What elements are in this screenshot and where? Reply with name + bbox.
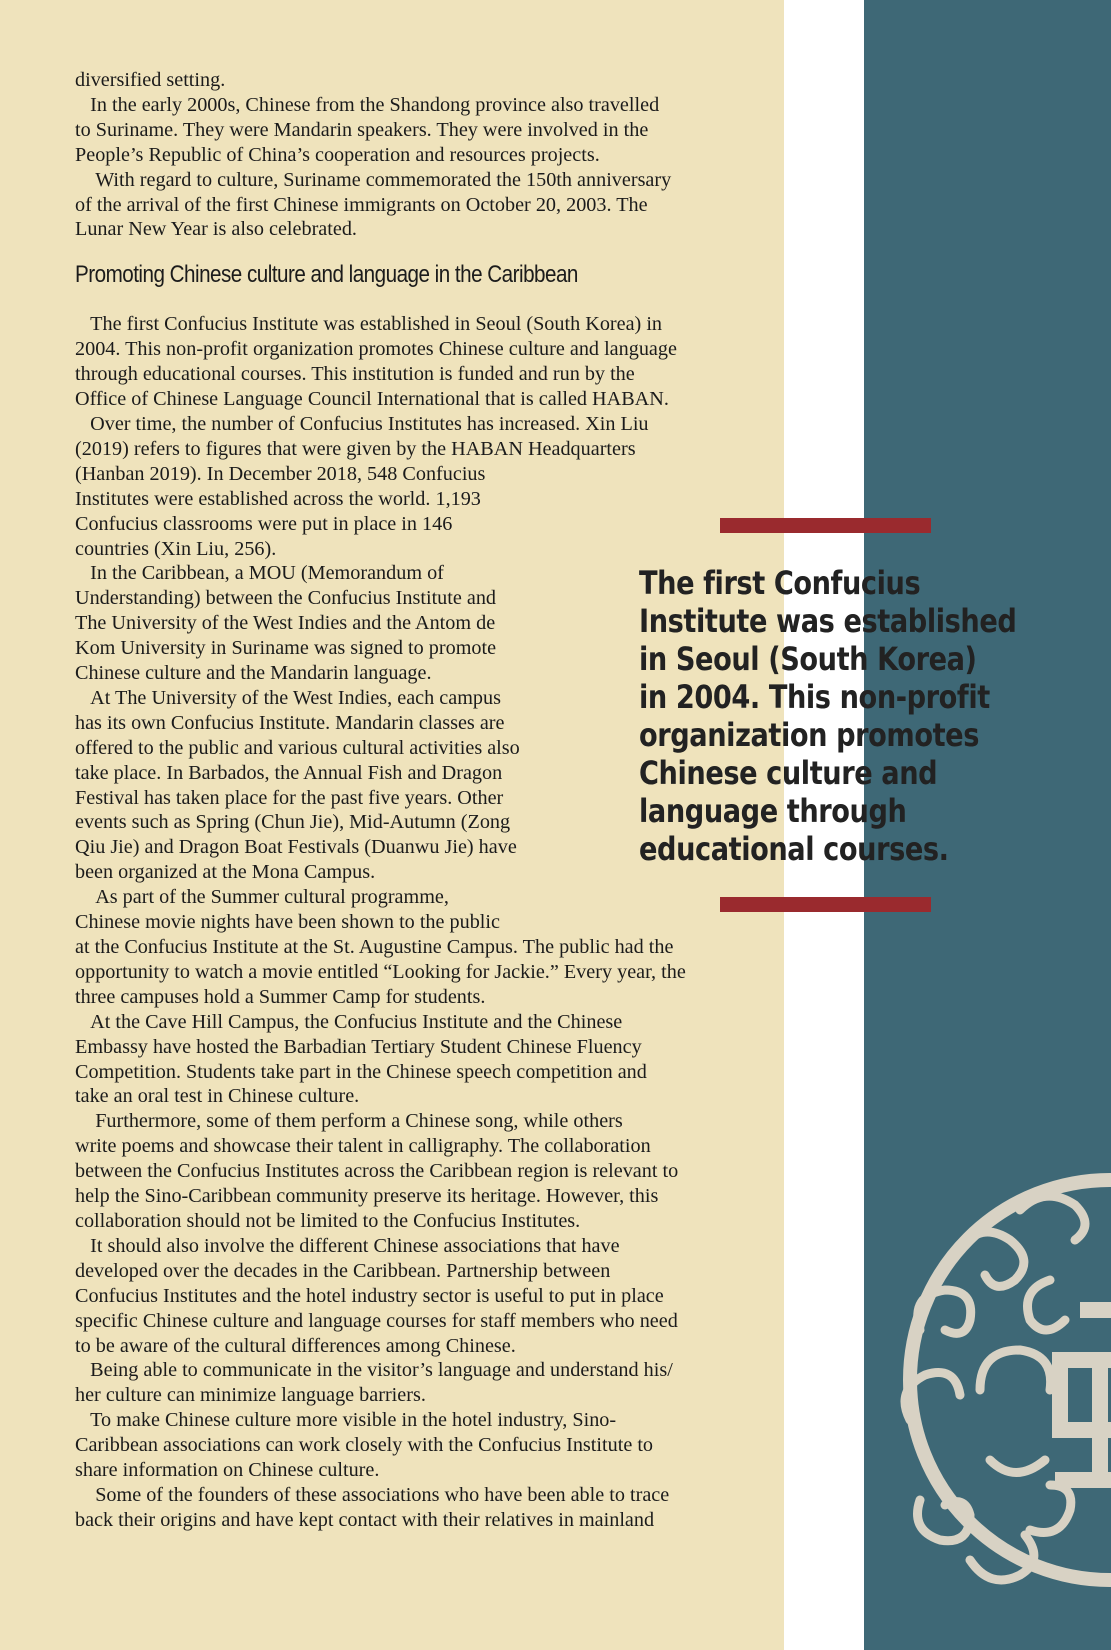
text-line: Competition. Students take part in the Chinese speech competition and <box>75 1060 647 1083</box>
text-line: back their origins and have kept contact with their relatives in mainland <box>75 1508 655 1531</box>
pull-quote-line: in 2004. This non-profit <box>639 678 990 716</box>
text-line: The University of the West Indies and the Antom de <box>75 612 496 635</box>
paragraph <box>75 412 765 561</box>
paragraph <box>75 93 765 168</box>
text-line: In the early 2000s, Chinese from the Shandong province also travelled <box>75 93 660 116</box>
text-line: In the Caribbean, a MOU (Memorandum of <box>75 562 444 585</box>
section-heading: Promoting Chinese culture and language in the Caribbean <box>75 261 578 289</box>
text-line: Being able to communicate in the visitor’s language and understand his/ <box>75 1359 673 1382</box>
paragraph <box>75 1483 765 1533</box>
text-line: through educational courses. This institution is funded and run by the <box>75 363 635 386</box>
paragraph <box>75 312 765 412</box>
pull-quote-line: educational courses. <box>639 830 949 868</box>
text-line: developed over the decades in the Caribbean. Partnership between <box>75 1259 611 1282</box>
text-line: Embassy have hosted the Barbadian Tertiary Student Chinese Fluency <box>75 1035 642 1058</box>
text-line: offered to the public and various cultural activities also <box>75 736 520 759</box>
text-line: of the arrival of the first Chinese immigrants on October 20, 2003. The <box>75 193 648 216</box>
pull-quote-line: organization promotes <box>639 716 979 754</box>
pull-quote-line: Institute was established <box>639 602 1017 640</box>
text-line: As part of the Summer cultural programme, <box>75 886 449 909</box>
text-line: Qiu Jie) and Dragon Boat Festivals (Duanwu Jie) have <box>75 836 517 859</box>
text-line: People’s Republic of China’s cooperation and resources projects. <box>75 143 600 166</box>
text-line: write poems and showcase their talent in calligraphy. The collaboration <box>75 1135 651 1158</box>
text-line: opportunity to watch a movie entitled “Looking for Jackie.” Every year, the <box>75 960 686 983</box>
text-line: between the Confucius Institutes across the Caribbean region is relevant to <box>75 1160 679 1183</box>
text-line: three campuses hold a Summer Camp for students. <box>75 985 486 1008</box>
paragraphs-before-heading <box>75 68 765 242</box>
text-line: help the Sino-Caribbean community preserve its heritage. However, this <box>75 1185 659 1208</box>
text-line: Understanding) between the Confucius Institute and <box>75 587 497 610</box>
text-line: Chinese culture and the Mandarin language. <box>75 662 432 685</box>
text-line: specific Chinese culture and language courses for staff members who need <box>75 1309 678 1332</box>
paragraph <box>75 1109 765 1234</box>
text-line: Confucius classrooms were put in place in 146 <box>75 512 453 535</box>
pull-quote-line: language through <box>639 792 907 830</box>
pull-quote-line: Chinese culture and <box>639 754 938 792</box>
paragraph <box>75 1358 765 1408</box>
text-line: Over time, the number of Confucius Institutes has increased. Xin Liu <box>75 412 649 435</box>
text-line: Confucius Institutes and the hotel industry sector is useful to put in place <box>75 1284 664 1307</box>
pull-quote-top-rule <box>720 518 931 533</box>
cloud-scroll-medallion-icon <box>880 1160 1111 1600</box>
text-line: Some of the founders of these associations who have been able to trace <box>75 1483 670 1506</box>
text-line: to Suriname. They were Mandarin speakers. They were involved in the <box>75 118 649 141</box>
text-line: her culture can minimize language barriers. <box>75 1384 426 1407</box>
text-line: events such as Spring (Chun Jie), Mid-Autumn (Zong <box>75 811 511 834</box>
text-line: Furthermore, some of them perform a Chinese song, while others <box>75 1110 623 1133</box>
pull-quote-bottom-rule <box>720 897 931 912</box>
text-line: take place. In Barbados, the Annual Fish and Dragon <box>75 761 503 784</box>
paragraph <box>75 1010 765 1110</box>
text-line: Office of Chinese Language Council International that is called HABAN. <box>75 388 669 411</box>
paragraphs-after-heading <box>75 312 765 1532</box>
text-line: Chinese movie nights have been shown to the public <box>75 911 500 934</box>
text-line: collaboration should not be limited to the Confucius Institutes. <box>75 1209 581 1232</box>
text-line: (2019) refers to figures that were given by the HABAN Headquarters <box>75 437 636 460</box>
text-line: has its own Confucius Institute. Mandarin classes are <box>75 711 505 734</box>
text-line: share information on Chinese culture. <box>75 1459 380 1482</box>
text-line: It should also involve the different Chinese associations that have <box>75 1234 620 1257</box>
text-line: at the Confucius Institute at the St. Augustine Campus. The public had the <box>75 936 674 958</box>
pull-quote-line: in Seoul (South Korea) <box>639 640 977 678</box>
text-line: take an oral test in Chinese culture. <box>75 1085 360 1108</box>
paragraph <box>75 168 765 243</box>
text-line: Institutes were established across the world. 1,193 <box>75 487 481 510</box>
pull-quote-line: The first Confucius <box>639 564 921 602</box>
text-line: countries (Xin Liu, 256). <box>75 537 277 560</box>
text-line: to be aware of the cultural differences among Chinese. <box>75 1334 516 1357</box>
text-line: Festival has taken place for the past five years. Other <box>75 786 504 809</box>
text-line: To make Chinese culture more visible in the hotel industry, Sino- <box>75 1409 617 1432</box>
pull-quote <box>639 564 1109 868</box>
paragraph <box>75 885 765 1010</box>
text-line: Lunar New Year is also celebrated. <box>75 218 357 241</box>
paragraph <box>75 1234 765 1359</box>
text-line: At The University of the West Indies, each campus <box>75 686 501 709</box>
text-line: diversified setting. <box>75 69 226 91</box>
text-line: The first Confucius Institute was established in Seoul (South Korea) in <box>75 313 663 336</box>
text-line: 2004. This non-profit organization promotes Chinese culture and language <box>75 338 677 361</box>
text-line: (Hanban 2019). In December 2018, 548 Confucius <box>75 462 486 485</box>
paragraph <box>75 1408 765 1483</box>
text-line: With regard to culture, Suriname commemorated the 150th anniversary <box>75 168 672 191</box>
text-line: been organized at the Mona Campus. <box>75 861 376 884</box>
paragraph <box>75 68 765 93</box>
text-line: Caribbean associations can work closely with the Confucius Institute to <box>75 1434 654 1457</box>
text-line: At the Cave Hill Campus, the Confucius Institute and the Chinese <box>75 1010 623 1033</box>
text-line: Kom University in Suriname was signed to promote <box>75 637 497 660</box>
